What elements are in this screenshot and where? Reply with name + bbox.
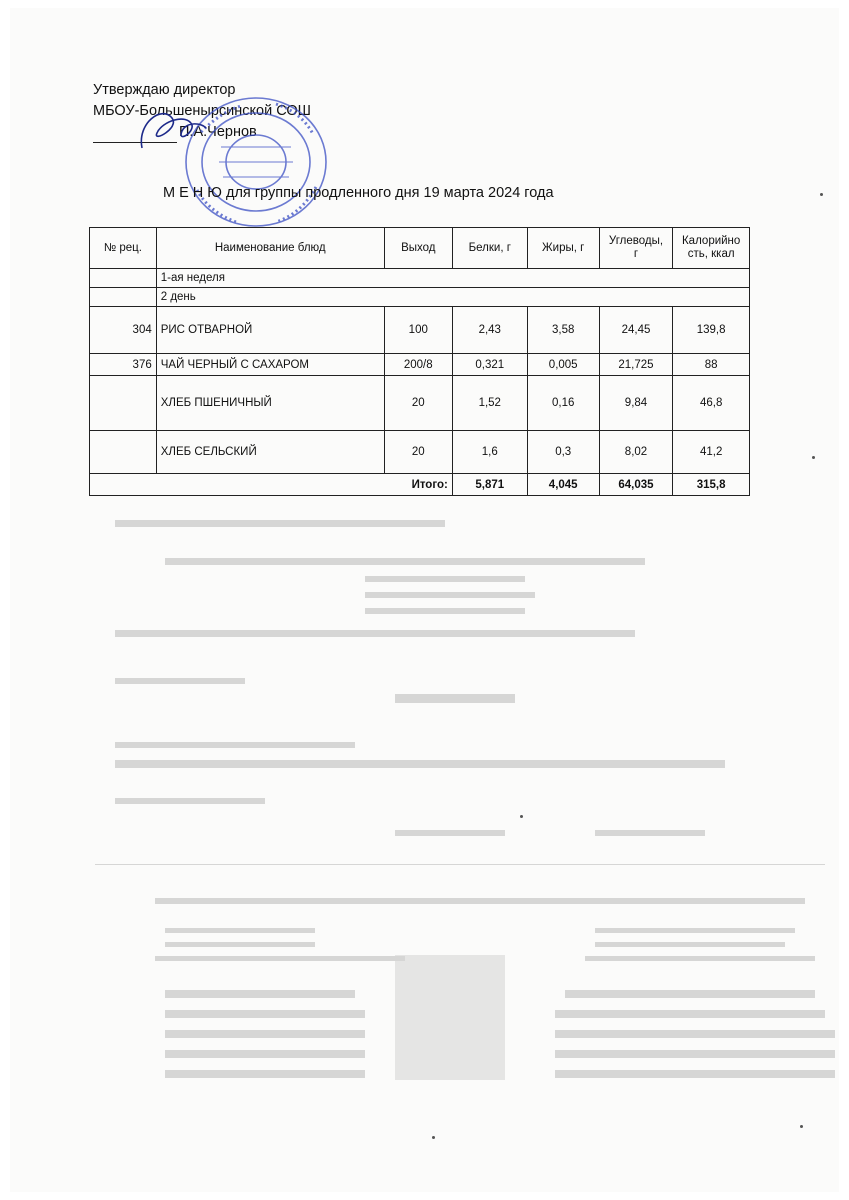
header-protein: Белки, г — [452, 228, 527, 269]
scan-speck — [812, 456, 815, 459]
dish-output: 20 — [384, 376, 452, 431]
dish-protein: 1,6 — [452, 431, 527, 474]
dish-fat: 0,16 — [527, 376, 599, 431]
total-fat: 4,045 — [527, 474, 599, 496]
header-dish-name: Наименование блюд — [156, 228, 384, 269]
scan-speck — [432, 1136, 435, 1139]
dish-name: ЧАЙ ЧЕРНЫЙ С САХАРОМ — [156, 354, 384, 376]
recipe-no — [90, 431, 157, 474]
total-label: Итого: — [90, 474, 453, 496]
header-kcal — [673, 228, 750, 269]
total-protein: 5,871 — [452, 474, 527, 496]
approval-line-1: Утверждаю директор — [93, 82, 236, 98]
approval-line-3 — [93, 122, 311, 143]
header-output: Выход — [384, 228, 452, 269]
dish-kcal: 41,2 — [673, 431, 750, 474]
dish-carbs: 24,45 — [599, 307, 673, 354]
table-row — [90, 354, 750, 376]
dish-carbs: 8,02 — [599, 431, 673, 474]
week-row — [90, 269, 750, 288]
dish-protein: 0,321 — [452, 354, 527, 376]
scan-speck — [820, 193, 823, 196]
menu-title: М Е Н Ю для группы продленного дня 19 марта 2024 года — [163, 185, 554, 201]
total-row — [90, 474, 750, 496]
dish-protein: 1,52 — [452, 376, 527, 431]
menu-table — [89, 227, 750, 496]
signature-line — [93, 142, 177, 143]
dish-kcal: 88 — [673, 354, 750, 376]
director-name: П.А.Чернов — [179, 124, 257, 140]
week-label: 1-ая неделя — [156, 269, 749, 288]
dish-name: ХЛЕБ СЕЛЬСКИЙ — [156, 431, 384, 474]
table-row — [90, 307, 750, 354]
dish-fat: 0,005 — [527, 354, 599, 376]
dish-output: 100 — [384, 307, 452, 354]
approval-block — [93, 80, 311, 143]
dish-kcal: 46,8 — [673, 376, 750, 431]
dish-protein: 2,43 — [452, 307, 527, 354]
table-cell — [90, 288, 157, 307]
approval-line-2: МБОУ-Большенырсинской СОШ — [93, 103, 311, 119]
table-row — [90, 376, 750, 431]
day-label: 2 день — [156, 288, 749, 307]
recipe-no: 376 — [90, 354, 157, 376]
table-cell — [90, 269, 157, 288]
scan-speck — [800, 1125, 803, 1128]
total-kcal: 315,8 — [673, 474, 750, 496]
dish-fat: 3,58 — [527, 307, 599, 354]
dish-name: РИС ОТВАРНОЙ — [156, 307, 384, 354]
table-row — [90, 431, 750, 474]
header-kcal-line1: Калорийно — [681, 235, 741, 247]
dish-output: 20 — [384, 431, 452, 474]
dish-output: 200/8 — [384, 354, 452, 376]
header-fat: Жиры, г — [527, 228, 599, 269]
dish-carbs: 21,725 — [599, 354, 673, 376]
day-row — [90, 288, 750, 307]
recipe-no: 304 — [90, 307, 157, 354]
header-carbs — [599, 228, 673, 269]
dish-kcal: 139,8 — [673, 307, 750, 354]
dish-fat: 0,3 — [527, 431, 599, 474]
header-carbs-line1: Углеводы, — [608, 235, 664, 247]
header-kcal-line2: сть, ккал — [687, 248, 735, 260]
total-carbs: 64,035 — [599, 474, 673, 496]
scan-speck — [520, 815, 523, 818]
dish-name: ХЛЕБ ПШЕНИЧНЫЙ — [156, 376, 384, 431]
header-carbs-line2: г — [633, 248, 639, 260]
header-recipe-no: № рец. — [90, 228, 157, 269]
table-header-row — [90, 228, 750, 269]
recipe-no — [90, 376, 157, 431]
dish-carbs: 9,84 — [599, 376, 673, 431]
